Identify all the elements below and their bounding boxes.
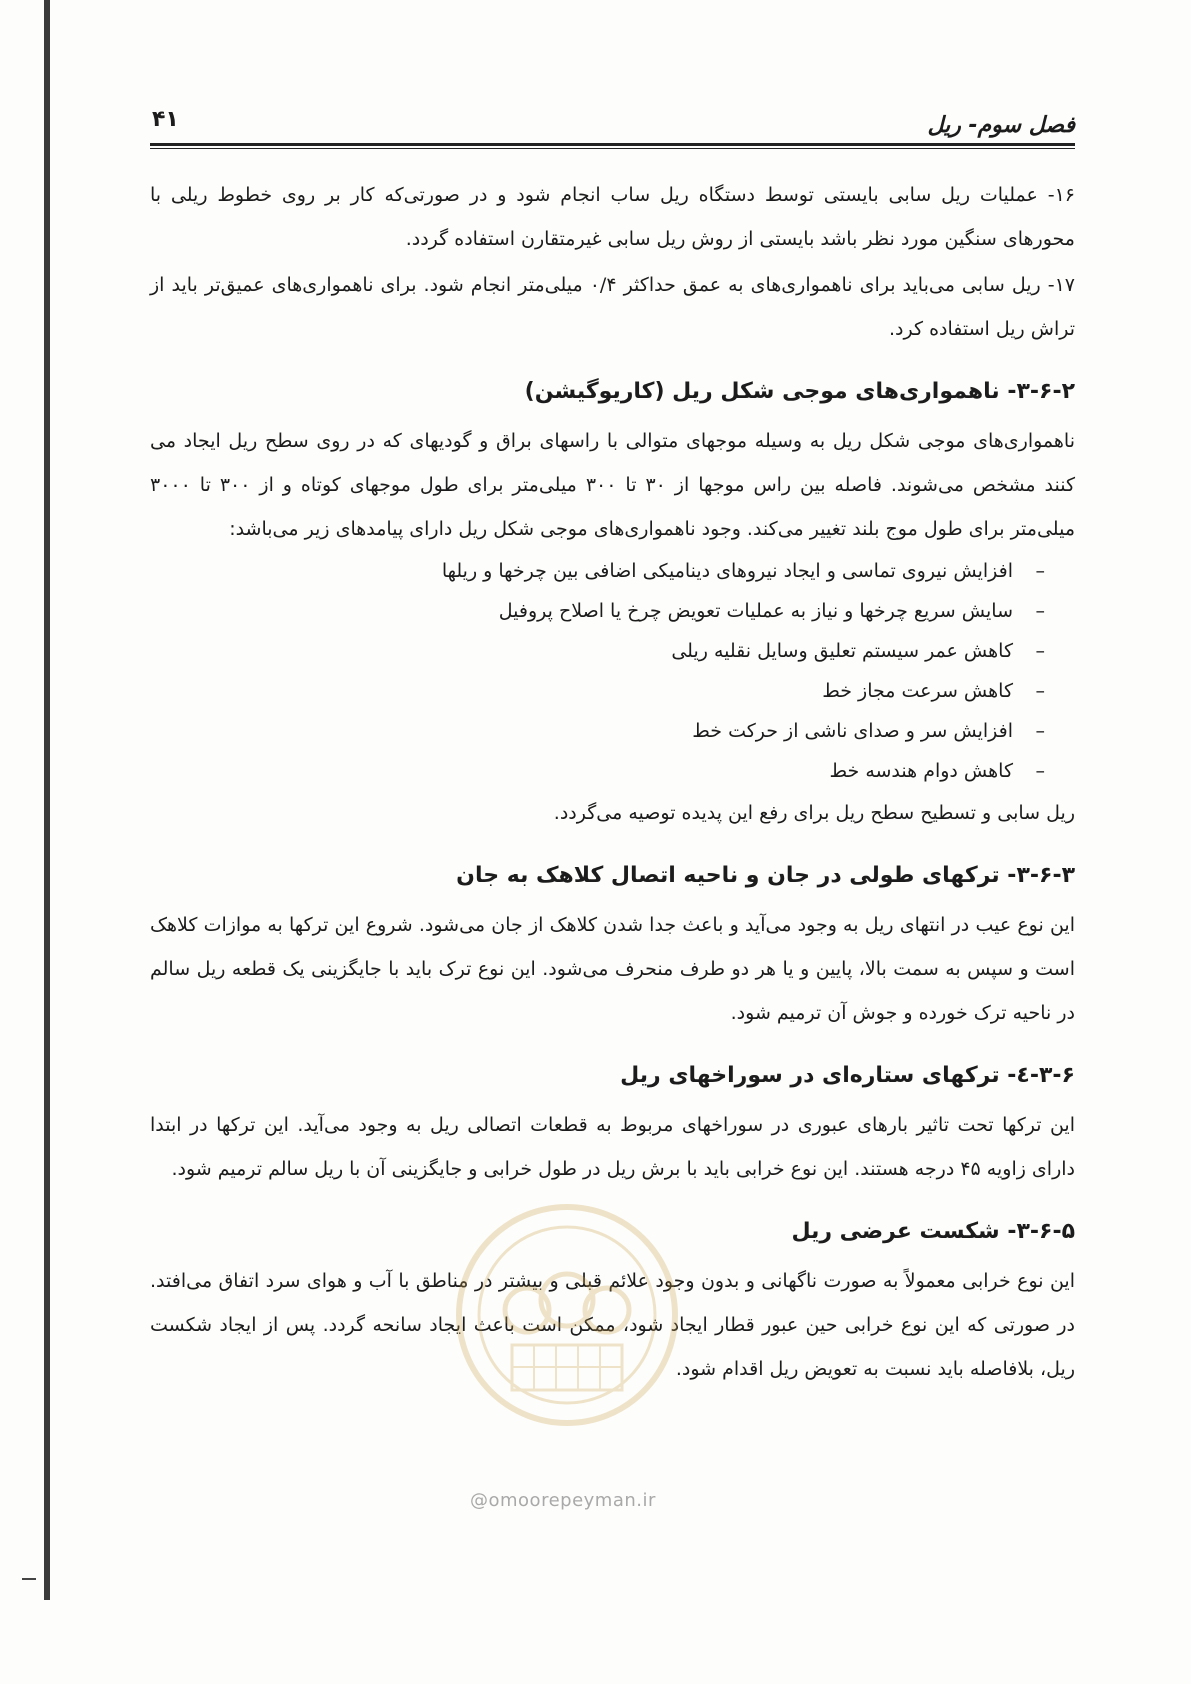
list-item: –افزایش نیروی تماسی و ایجاد نیروهای دینامیکی اضافی بین چرخها و ریلها [441,560,1045,582]
star-cracks-paragraph: این ترکها تحت تاثیر بارهای عبوری در سوراخهای مربوط به قطعات اتصالی ریل به وجود می‌آید. این ترکها در ابتدا دارای زاویه ۴۵ درجه هستند. این نوع خرابی باید با برش ریل در طول خرابی و جایگزینی آن با ریل سالم ترمیم شود. [150,1114,1075,1180]
item-16: ۱۶- عملیات ریل سابی بایستی توسط دستگاه ریل ساب انجام شود و در صورتی‌که کار بر روی خطوط ریلی با محورهای سنگین مورد نظر باشد بایستی از روش ریل سابی غیرمتقارن استفاده گردد. [150,184,1075,250]
list-item: –افزایش سر و صدای ناشی از حرکت خط [692,720,1045,742]
transverse-fracture-paragraph: این نوع خرابی معمولاً به صورت ناگهانی و بدون وجود علائم قبلی و بیشتر در مناطق با آب و هوای سرد اتفاق می‌افتد. در صورتی که این نوع خرابی حین عبور قطار ایجاد شود، ممکن است باعث ایجاد سانحه گردد. پس از ایجاد شکست ریل، بلافاصله باید نسبت به تعویض ریل اقدام شود. [150,1270,1075,1380]
heading-transverse-fracture: ۳-۶-۵- شکست عرضی ریل [791,1219,1075,1244]
list-item: –کاهش سرعت مجاز خط [822,680,1045,702]
list-item: –سایش سریع چرخها و نیاز به عملیات تعویض چرخ یا اصلاح پروفیل [498,600,1045,622]
binding-edge [44,0,50,1600]
watermark-url: @omoorepeyman.ir [470,1490,656,1511]
page-content [150,95,1075,1391]
page-number: ۴۱ [152,107,179,132]
heading-corrugation: ۳-۶-۲- ناهمواری‌های موجی شکل ریل (کاریوگیشن) [524,379,1075,404]
binding-mark [22,1578,36,1580]
page-header [150,95,1075,145]
consequence-list [150,551,1075,791]
longitudinal-cracks-paragraph: این نوع عیب در انتهای ریل به وجود می‌آید و باعث جدا شدن کلاهک از جان می‌شود. شروع این ترکها به موازات کلاهک است و سپس به سمت بالا، پایین و یا هر دو طرف منحرف می‌شود. این نوع ترک باید با جایگزینی یک قطعه ریل سالم در ناحیه ترک خورده و جوش آن ترمیم شود. [150,914,1075,1024]
list-item: –کاهش عمر سیستم تعلیق وسایل نقلیه ریلی [671,640,1045,662]
corrugation-closing: ریل سابی و تسطیح سطح ریل برای رفع این پدیده توصیه می‌گردد. [553,802,1075,824]
list-item: –کاهش دوام هندسه خط [829,760,1045,782]
heading-longitudinal-cracks: ۳-۶-۳- ترکهای طولی در جان و ناحیه اتصال کلاهک به جان [456,863,1075,888]
header-rule-thin [150,148,1075,149]
corrugation-paragraph: ناهمواری‌های موجی شکل ریل به وسیله موجهای متوالی با راسهای براق و گودیهای که در روی سطح ریل ایجاد می کنند مشخص می‌شوند. فاصله بین راس موجها از ۳۰ تا ۳۰۰ میلی‌متر برای طول موجهای کوتاه و از ۳۰۰ تا ۳۰۰۰ میلی‌متر برای طول موج بلند تغییر می‌کند. وجود ناهمواری‌های موجی شکل ریل دارای پیامدهای زیر می‌باشد: [150,430,1076,540]
item-17: ۱۷- ریل سابی می‌باید برای ناهمواری‌های به عمق حداکثر ۰/۴ میلی‌متر انجام شود. برای ناهمواری‌های عمیق‌تر باید از تراش ریل استفاده کرد. [150,274,1075,340]
chapter-title: فصل سوم- ریل [927,113,1075,138]
watermark-seal-icon [452,1200,682,1430]
header-rule [150,143,1075,146]
heading-star-cracks: ۳-۶-٤- ترکهای ستاره‌ای در سوراخهای ریل [620,1063,1075,1088]
